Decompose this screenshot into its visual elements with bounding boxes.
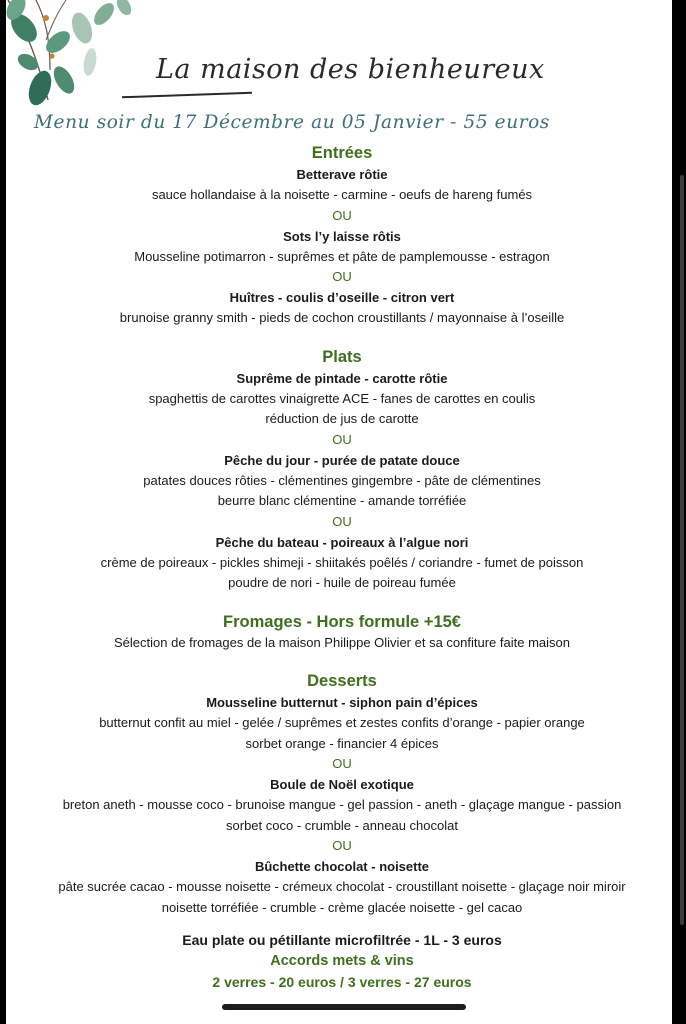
wine-pairing-prices: 2 verres - 20 euros / 3 verres - 27 euros (212, 974, 472, 990)
section-plats (12, 346, 672, 594)
or-separator: OU (332, 269, 352, 284)
dish-description: crème de poireaux - pickles shimeji - shiitakés poêlés / coriandre - fumet de poisson (100, 554, 584, 570)
dish-name: Pêche du jour - purée de patate douce (224, 452, 460, 468)
restaurant-name: La maison des bienheureux (156, 54, 545, 85)
water-price-line: Eau plate ou pétillante microfiltrée - 1L - 3 euros (182, 932, 502, 948)
menu-subtitle: Menu soir du 17 Décembre au 05 Janvier - 55 euros (34, 112, 551, 133)
section-title-desserts: Desserts (307, 672, 377, 690)
dish-description: sauce hollandaise à la noisette - carmine - oeufs de hareng fumés (151, 187, 533, 202)
or-separator: OU (332, 838, 352, 853)
or-separator: OU (332, 513, 352, 529)
dish-name: Suprême de pintade - carotte rôtie (236, 370, 448, 386)
dish-name: Sots l’y laisse rôtis (283, 228, 401, 244)
dish-description: pâte sucrée cacao - mousse noisette - crémeux chocolat - croustillant noisette - glaçage noir miroir (58, 879, 626, 894)
dish-description: réduction de jus de carotte (265, 411, 419, 426)
menu-content (12, 142, 672, 993)
dish-description: noisette torréfiée - crumble - crème glacée noisette - gel cacao (161, 899, 523, 915)
or-separator: OU (332, 207, 352, 223)
section-desserts (12, 670, 672, 918)
dish-description: sorbet coco - crumble - anneau chocolat (226, 817, 458, 833)
wine-pairing-title: Accords mets & vins (270, 953, 414, 969)
dish-name: Betterave rôtie (296, 167, 388, 182)
dish-description: poudre de nori - huile de poireau fumée (228, 575, 456, 590)
section-title-plats: Plats (322, 347, 362, 366)
dish-name: Bûchette chocolat - noisette (254, 859, 430, 874)
dish-description: spaghettis de carottes vinaigrette ACE - fanes de carottes en coulis (148, 390, 536, 406)
dish-description: beurre blanc clémentine - amande torréfiée (217, 493, 467, 508)
dish-name: Mousseline butternut - siphon pain d’épices (206, 695, 478, 710)
title-underline (122, 92, 252, 99)
home-indicator[interactable] (222, 1004, 466, 1010)
section-entrees (12, 142, 672, 329)
dish-description: patates douces rôties - clémentines gingembre - pâte de clémentines (143, 472, 541, 488)
dish-name: Huîtres - coulis d’oseille - citron vert (229, 290, 455, 305)
menu-page (6, 0, 672, 1024)
dish-description: Sélection de fromages de la maison Philippe Olivier et sa confiture faite maison (114, 634, 570, 650)
scrollbar-track[interactable] (672, 0, 686, 1024)
or-separator: OU (332, 431, 352, 447)
dish-description: Mousseline potimarron - suprêmes et pâte de pamplemousse - estragon (134, 248, 550, 264)
dish-description: butternut confit au miel - gelée / suprêmes et zestes confits d’orange - papier orange (99, 715, 585, 730)
section-fromages (12, 611, 672, 654)
section-title-entrees: Entrées (311, 144, 373, 162)
dish-name: Boule de Noël exotique (270, 777, 414, 792)
dish-name: Pêche du bateau - poireaux à l’algue nori (215, 534, 469, 550)
dish-description: breton aneth - mousse coco - brunoise mangue - gel passion - aneth - glaçage mangue - passion (62, 797, 622, 812)
dish-description: sorbet orange - financier 4 épices (245, 735, 439, 751)
dish-description: brunoise granny smith - pieds de cochon croustillants / mayonnaise à l’oseille (119, 310, 565, 325)
restaurant-title (122, 26, 562, 96)
or-separator: OU (332, 756, 352, 771)
scrollbar-thumb[interactable] (680, 175, 684, 925)
section-title-fromages: Fromages - Hors formule +15€ (223, 612, 461, 631)
